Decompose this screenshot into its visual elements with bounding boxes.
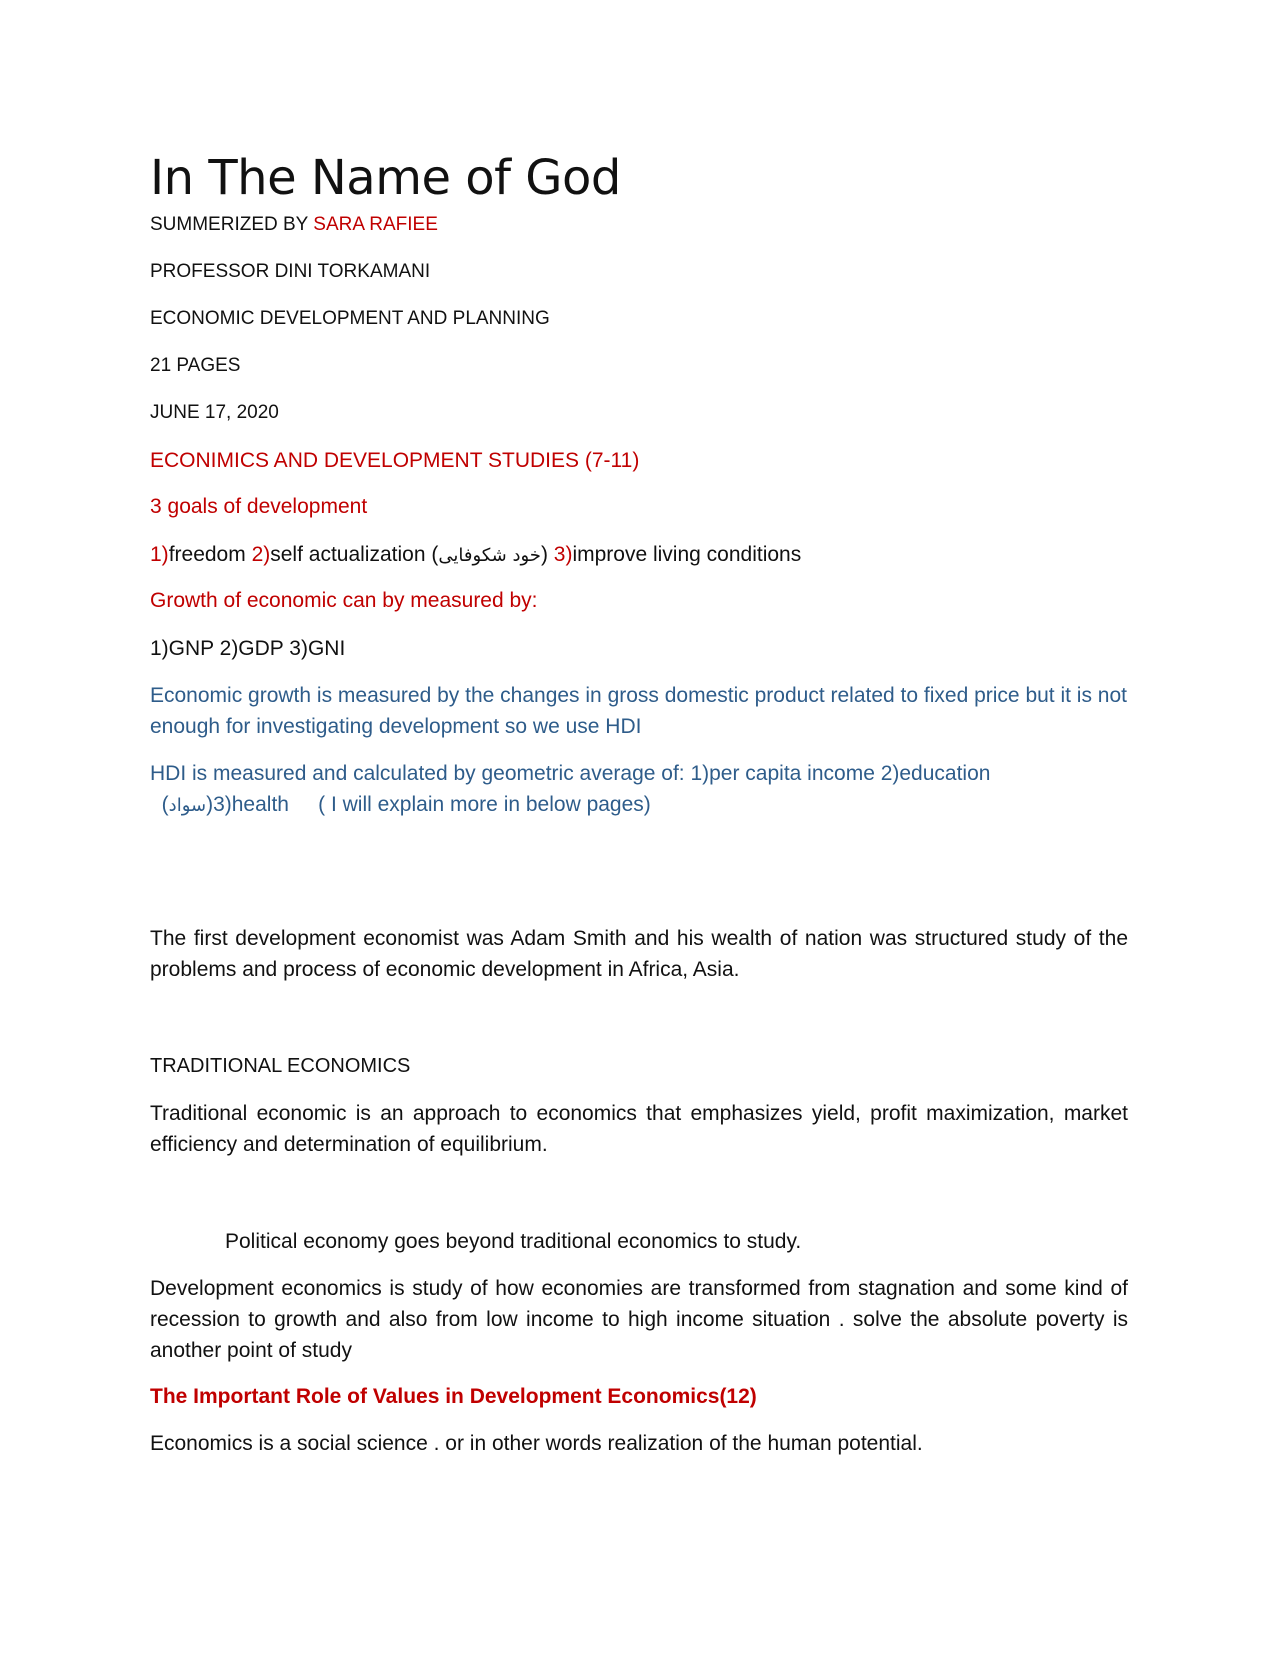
traditional-heading: TRADITIONAL ECONOMICS xyxy=(150,1055,411,1077)
growth-heading: Growth of economic can by measured by: xyxy=(150,589,538,612)
document-content xyxy=(150,150,1128,1475)
document-title: In The Name of God xyxy=(150,150,621,206)
goal-number-2: 2) xyxy=(251,543,271,566)
hdi-main: HDI is measured and calculated by geometric average of: 1)per capita income 2)education xyxy=(150,762,991,785)
goal-number-1: 1) xyxy=(150,543,169,566)
growth-paragraph: Economic growth is measured by the changes in gross domestic product related to fixed price but it is not enough for investigating development so we use HDI xyxy=(150,684,1127,738)
summarized-label: SUMMERIZED BY xyxy=(150,214,309,235)
spacer xyxy=(150,1001,1128,1051)
adam-smith-paragraph: The first development economist was Adam Smith and his wealth of nation was structured study of the problems and process of economic development in Africa, Asia. xyxy=(150,927,1128,981)
spacer xyxy=(150,837,1128,923)
goals-list xyxy=(150,539,1128,571)
date-line: JUNE 17, 2020 xyxy=(150,402,279,423)
development-paragraph: Development economics is study of how economies are transformed from stagnation and some kind of recession to growth and also from low income to high income situation . solve the absolute poverty is another point of study xyxy=(150,1277,1128,1362)
traditional-paragraph: Traditional economic is an approach to economics that emphasizes yield, profit maximization, market efficiency and determination of equilibrium. xyxy=(150,1102,1128,1156)
hdi-persian: سواد xyxy=(168,795,207,816)
goal-1: freedom xyxy=(168,543,252,566)
political-paragraph: Political economy goes beyond traditional economics to study. xyxy=(225,1230,802,1253)
course-line: ECONOMIC DEVELOPMENT AND PLANNING xyxy=(150,308,550,329)
hdi-paragraph xyxy=(150,758,1128,821)
summarized-by-line xyxy=(150,212,1128,238)
pages-line: 21 PAGES xyxy=(150,355,241,376)
goal-3: improve living conditions xyxy=(572,543,802,566)
spacer xyxy=(150,1176,1128,1226)
goal-2: self actualization ( xyxy=(270,543,439,566)
growth-measures: 1)GNP 2)GDP 3)GNI xyxy=(150,637,346,660)
professor-line: PROFESSOR DINI TORKAMANI xyxy=(150,261,431,282)
section-heading-econ-dev: ECONIMICS AND DEVELOPMENT STUDIES (7-11) xyxy=(150,449,640,472)
author-name: SARA RAFIEE xyxy=(313,214,438,235)
hdi-rest: )3)health ( I will explain more in below pages) xyxy=(206,793,651,816)
social-science-paragraph: Economics is a social science . or in other words realization of the human potential. xyxy=(150,1432,923,1455)
goal-2-persian: خود شکوفایی xyxy=(438,545,541,566)
goals-heading: 3 goals of development xyxy=(150,495,368,518)
values-heading: The Important Role of Values in Development Economics(12) xyxy=(150,1385,757,1408)
goal-number-3: 3) xyxy=(553,543,573,566)
hdi-open: ( xyxy=(150,793,169,816)
goal-2-close: ) xyxy=(540,543,554,566)
